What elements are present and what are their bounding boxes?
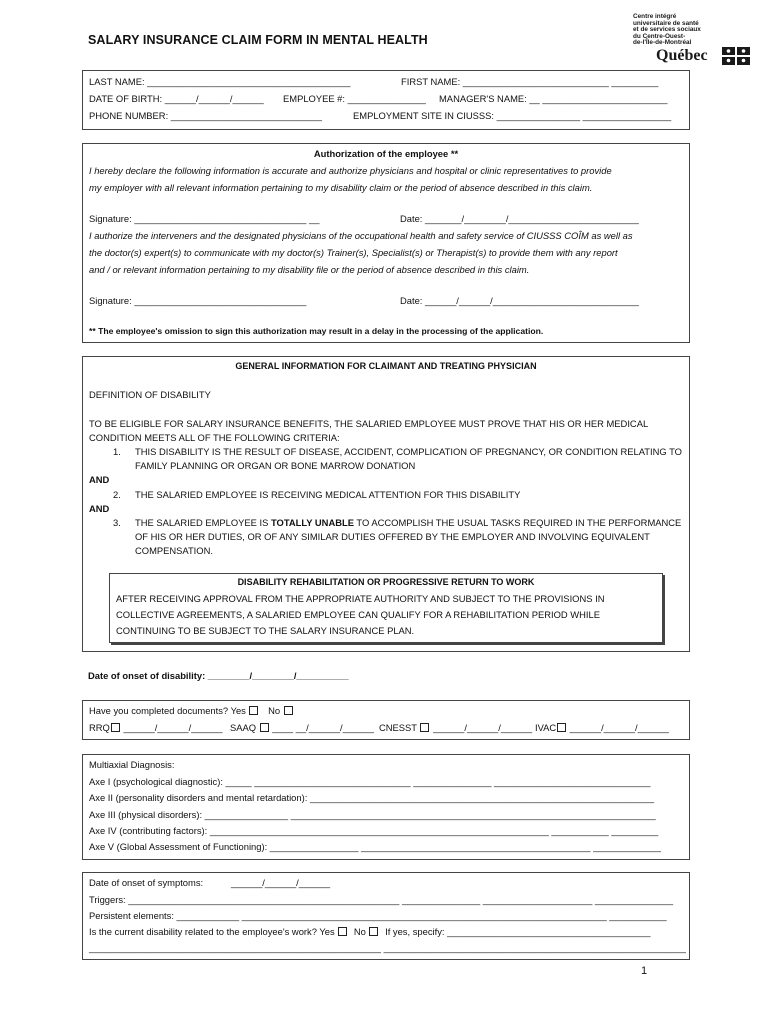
eligibility-line-2: CONDITION MEETS ALL OF THE FOLLOWING CRITERIA: — [89, 432, 340, 443]
phone-number-field[interactable]: PHONE NUMBER: _____________________________ — [89, 110, 322, 121]
criterion-1-line-1: THIS DISABILITY IS THE RESULT OF DISEASE, ACCIDENT, COMPLICATION OF PREGNANCY, OR CONDITION RELATING TO — [135, 446, 682, 457]
work-related-question: Is the current disability related to the employee's work? Yes No If yes, specify: _______________________________________ — [89, 926, 651, 937]
persistent-elements-field[interactable]: Persistent elements: ____________ ______________________________________________________________________ ___________ — [89, 910, 667, 921]
page-title: SALARY INSURANCE CLAIM FORM IN MENTAL HEALTH — [88, 33, 428, 47]
diagnosis-heading: Multiaxial Diagnosis: — [89, 759, 175, 770]
manager-name-field[interactable]: MANAGER'S NAME: __ ________________________ — [439, 93, 668, 104]
date-2-field[interactable]: Date: ______/______/____________________________ — [400, 295, 639, 306]
rehabilitation-line-2: COLLECTIVE AGREEMENTS, A SALARIED EMPLOYEE CAN QUALIFY FOR A REHABILITATION PERIOD WHILE — [116, 609, 600, 620]
criterion-2-line-1: THE SALARIED EMPLOYEE IS RECEIVING MEDICAL ATTENTION FOR THIS DISABILITY — [135, 489, 521, 500]
ciusss-logo — [633, 14, 751, 66]
axe-4-field[interactable]: Axe IV (contributing factors): _________________________________________________________________ ___________ _________ — [89, 825, 659, 836]
axe-2-field[interactable]: Axe II (personality disorders and mental retardation): __________________________________________________________________ — [89, 792, 655, 803]
last-name-field[interactable]: LAST NAME: _______________________________________ — [89, 76, 351, 87]
employment-site-field[interactable]: EMPLOYMENT SITE IN CIUSSS: ________________ _________________ — [353, 110, 672, 121]
logo-institution-text: Centre intégré universitaire de santé et de services sociaux du Centre-Ouest- de-l'Île-de-Montréal — [633, 13, 701, 47]
documents-no-checkbox[interactable] — [284, 706, 293, 715]
work-related-no-checkbox[interactable] — [369, 927, 378, 936]
authorization-paragraph-1-line-2: my employer with all relevant information pertaining to my disability claim or the period of absence described in this claim. — [89, 182, 593, 193]
rehabilitation-line-1: AFTER RECEIVING APPROVAL FROM THE APPROPRIATE AUTHORITY AND SUBJECT TO THE PROVISIONS IN — [116, 593, 605, 604]
saaq-date-field[interactable]: ____ __/______/______ — [272, 722, 374, 733]
symptom-onset-date-field[interactable]: ______/______/______ — [231, 877, 331, 888]
criterion-2-number: 2. — [113, 489, 121, 500]
authorization-paragraph-2-line-3: and / or relevant information pertaining to my disability file or the period of absence described in this claim. — [89, 264, 530, 275]
symptoms-box — [82, 872, 690, 960]
documents-question: Have you completed documents? Yes No — [89, 705, 294, 716]
general-information-box — [82, 356, 690, 652]
ivac-date-field[interactable]: ______/______/______ — [569, 722, 669, 733]
rrq-date-field[interactable]: ______/______/______ — [123, 722, 223, 733]
page-number: 1 — [641, 965, 648, 977]
and-connector-1: AND — [89, 474, 110, 485]
rrq-checkbox[interactable] — [111, 723, 120, 732]
ivac-field: IVAC ______/______/______ — [535, 722, 669, 733]
criterion-1-line-2: FAMILY PLANNING OR ORGAN OR BONE MARROW DONATION — [135, 460, 416, 471]
documents-box — [82, 700, 690, 740]
diagnosis-box — [82, 754, 690, 860]
authorization-paragraph-1-line-1: I hereby declare the following information is accurate and authorize physicians and hospital or clinic representatives to provide — [89, 165, 612, 176]
quebec-wordmark: Québec — [656, 47, 708, 64]
definition-heading: DEFINITION OF DISABILITY — [89, 389, 211, 400]
criterion-3-line-1: THE SALARIED EMPLOYEE IS TOTALLY UNABLE TO ACCOMPLISH THE USUAL TASKS REQUIRED IN THE PERFORMANCE — [135, 517, 682, 528]
date-1-field[interactable]: Date: _______/________/_________________________ — [400, 213, 639, 224]
disability-onset-date-field[interactable]: Date of onset of disability: ________/________/__________ — [88, 670, 349, 681]
work-related-yes-checkbox[interactable] — [338, 927, 347, 936]
criterion-3-line-3: COMPENSATION. — [135, 545, 213, 556]
and-connector-2: AND — [89, 503, 110, 514]
triggers-field[interactable]: Triggers: ____________________________________________________ _______________ _____________________ _______________ — [89, 894, 674, 905]
ivac-checkbox[interactable] — [557, 723, 566, 732]
rehabilitation-heading: DISABILITY REHABILITATION OR PROGRESSIVE RETURN TO WORK — [237, 577, 535, 587]
documents-yes-checkbox[interactable] — [249, 706, 258, 715]
authorization-box — [82, 143, 690, 343]
axe-1-field[interactable]: Axe I (psychological diagnostic): _____ ______________________________ _______________ ______________________________ — [89, 776, 651, 787]
cnesst-checkbox[interactable] — [420, 723, 429, 732]
criterion-3-number: 3. — [113, 517, 121, 528]
authorization-paragraph-2-line-1: I authorize the interveners and the designated physicians of the occupational health and safety service of CIUSSS COÎM as well as — [89, 230, 633, 241]
employee-info-box — [82, 70, 690, 130]
general-information-heading: GENERAL INFORMATION FOR CLAIMANT AND TREATING PHYSICIAN — [235, 361, 537, 371]
authorization-heading: Authorization of the employee ** — [313, 148, 459, 159]
work-related-specify-field[interactable]: If yes, specify: _______________________________________ — [385, 926, 651, 937]
rehabilitation-line-3: CONTINUING TO BE SUBJECT TO THE SALARY INSURANCE PLAN. — [116, 625, 415, 636]
signature-2-field[interactable]: Signature: _________________________________ — [89, 295, 307, 306]
cnesst-field: CNESST ______/______/______ — [379, 722, 533, 733]
employee-number-field[interactable]: EMPLOYEE #: _______________ — [283, 93, 426, 104]
additional-details-line[interactable]: ________________________________________________________ __________________________________________________________ — [89, 942, 686, 953]
first-name-field[interactable]: FIRST NAME: ____________________________ _________ — [401, 76, 659, 87]
axe-5-field[interactable]: Axe V (Global Assessment of Functioning): _________________ ____________________________________________ _____________ — [89, 841, 661, 852]
fleur-de-lis-flag-icon — [722, 47, 750, 65]
signature-1-field[interactable]: Signature: _________________________________ __ — [89, 213, 320, 224]
saaq-field: SAAQ ____ __/______/______ — [230, 722, 374, 733]
rehabilitation-box — [109, 573, 663, 643]
symptom-onset-label: Date of onset of symptoms: — [89, 877, 204, 888]
axe-3-field[interactable]: Axe III (physical disorders): ________________ ______________________________________________________________________ — [89, 809, 656, 820]
rrq-field: RRQ ______/______/______ — [89, 722, 223, 733]
criterion-3-line-2: OF HIS OR HER DUTIES, OR OF ANY SIMILAR DUTIES OFFERED BY THE EMPLOYER AND INVOLVING EQUIVALENT — [135, 531, 650, 542]
saaq-checkbox[interactable] — [260, 723, 269, 732]
totally-unable-emphasis: TOTALLY UNABLE — [270, 517, 354, 528]
date-of-birth-field[interactable]: DATE OF BIRTH: ______/______/______ — [89, 93, 264, 104]
authorization-paragraph-2-line-2: the doctor(s) expert(s) to communicate with my doctor(s) Trainer(s), Specialist(s) or Therapist(s) to provide them with any report — [89, 247, 618, 258]
eligibility-line-1: TO BE ELIGIBLE FOR SALARY INSURANCE BENEFITS, THE SALARIED EMPLOYEE MUST PROVE THAT HIS OR HER MEDICAL — [89, 418, 649, 429]
authorization-omission-note: ** The employee's omission to sign this authorization may result in a delay in the processing of the application. — [89, 326, 544, 336]
cnesst-date-field[interactable]: ______/______/______ — [433, 722, 533, 733]
criterion-1-number: 1. — [113, 446, 121, 457]
